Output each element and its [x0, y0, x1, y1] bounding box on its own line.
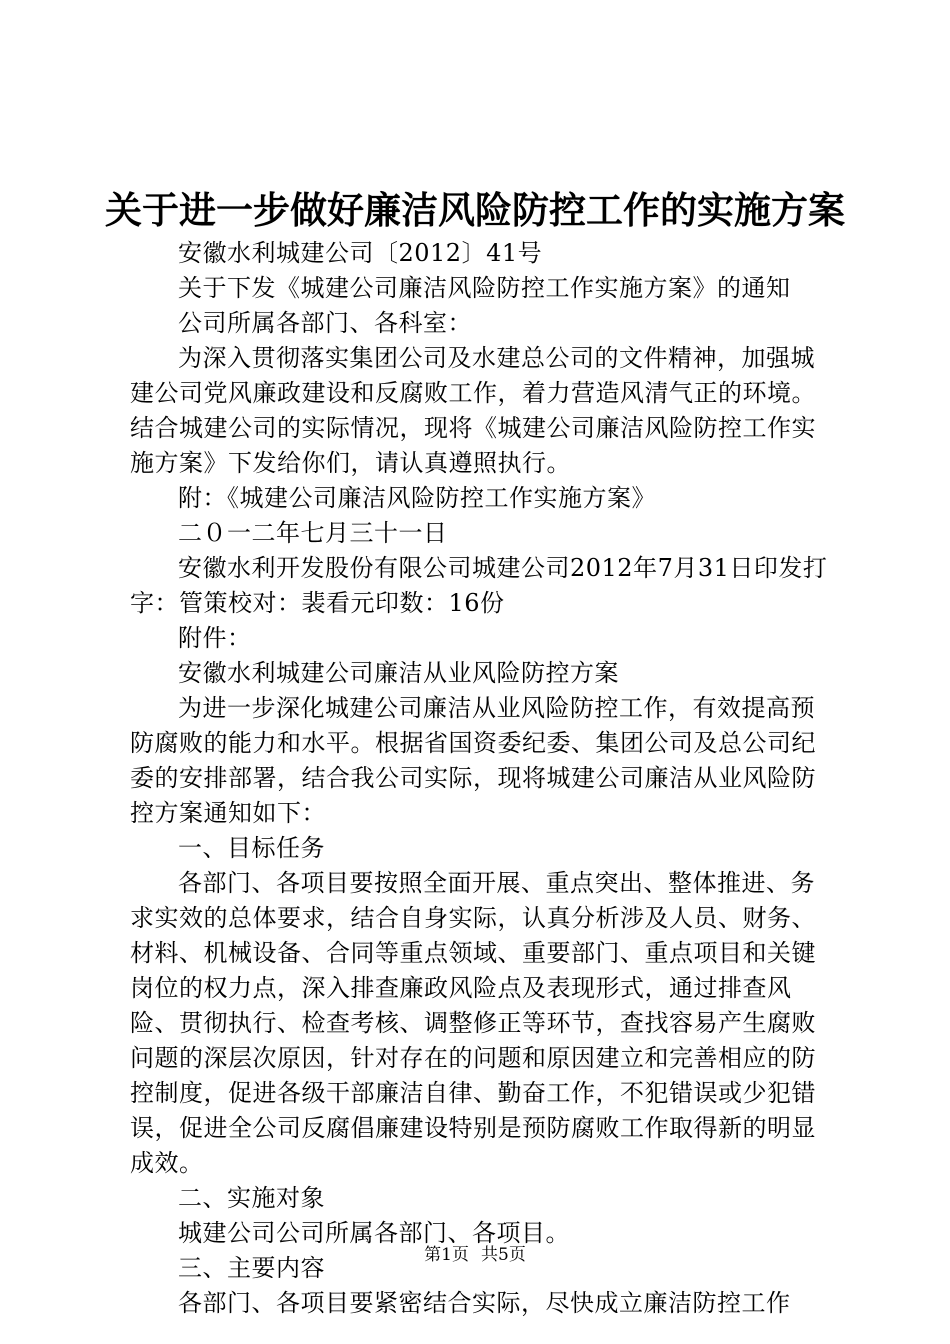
page-total: 共5页	[481, 1245, 526, 1265]
section-heading: 二、实施对象	[178, 1184, 325, 1212]
issue-date: 二０一二年七月三十一日	[178, 519, 448, 547]
attachment-title: 安徽水利城建公司廉洁从业风险防控方案	[178, 659, 619, 687]
paragraph: 各部门、各项目要按照全面开展、重点突出、整体推进、务求实效的总体要求，结合自身实际，认真分析涉及人员、财务、材料、机械设备、合同等重点领域、重要部门、重点项目和关键岗位的权力点，深入排查廉政风险点及表现形式，通过排查风险、贯彻执行、检查考核、调整修正等环节，查找容易产生腐败问题的深层次原因，针对存在的问题和原因建立和完善相应的防控制度，促进各级干部廉洁自律、勤奋工作，不犯错误或少犯错误，促进全公司反腐倡廉建设特别是预防腐败工作取得新的明显成效。	[130, 869, 816, 1177]
page-footer	[0, 1244, 950, 1266]
page-number: 第1页	[424, 1245, 469, 1265]
paragraph: 各部门、各项目要紧密结合实际，尽快成立廉洁防控工作	[178, 1289, 791, 1317]
document-body	[130, 236, 830, 1321]
print-info: 安徽水利开发股份有限公司城建公司2012年7月31日印发打字：管策校对：裴看元印数：16份	[130, 554, 828, 617]
paragraph: 为进一步深化城建公司廉洁从业风险防控工作，有效提高预防腐败的能力和水平。根据省国资委纪委、集团公司及总公司纪委的安排部署，结合我公司实际，现将城建公司廉洁从业风险防控方案通知如下：	[130, 694, 816, 827]
notice-title: 关于下发《城建公司廉洁风险防控工作实施方案》的通知	[178, 274, 791, 302]
paragraph: 城建公司公司所属各部门、各项目。	[178, 1219, 570, 1247]
document-title: 关于进一步做好廉洁风险防控工作的实施方案	[105, 188, 845, 232]
section-heading: 三、主要内容	[178, 1254, 325, 1282]
section-heading: 一、目标任务	[178, 834, 325, 862]
addressee: 公司所属各部门、各科室：	[178, 309, 472, 337]
document-number: 安徽水利城建公司〔2012〕41号	[178, 239, 543, 267]
paragraph: 为深入贯彻落实集团公司及水建总公司的文件精神，加强城建公司党风廉政建设和反腐败工作，着力营造风清气正的环境。结合城建公司的实际情况，现将《城建公司廉洁风险防控工作实施方案》下发给你们，请认真遵照执行。	[130, 344, 816, 477]
attachment-note: 附：《城建公司廉洁风险防控工作实施方案》	[178, 484, 656, 512]
attachment-label: 附件：	[178, 624, 252, 652]
